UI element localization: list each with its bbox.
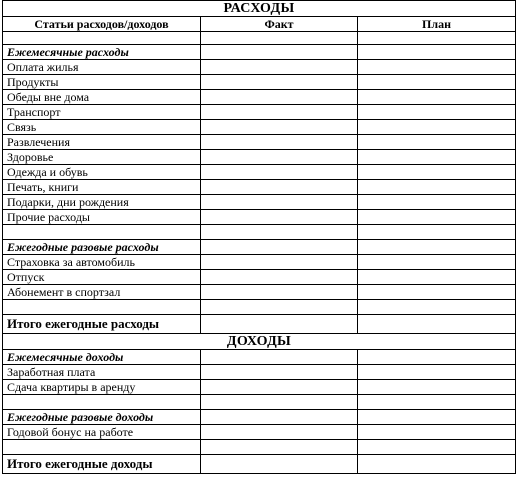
- fact-cell[interactable]: [201, 455, 358, 474]
- plan-cell[interactable]: [358, 150, 516, 165]
- table-row: [3, 255, 516, 270]
- fact-cell[interactable]: [201, 32, 358, 45]
- plan-cell[interactable]: [358, 210, 516, 225]
- table-row: [3, 105, 516, 120]
- plan-cell[interactable]: [358, 440, 516, 455]
- table-row: [3, 75, 516, 90]
- row-label: Прочие расходы: [3, 210, 201, 225]
- blank-cell: [3, 300, 201, 315]
- row-label: Продукты: [3, 75, 201, 90]
- fact-cell[interactable]: [201, 150, 358, 165]
- table-row: [3, 60, 516, 75]
- plan-cell[interactable]: [358, 75, 516, 90]
- table-row: [3, 135, 516, 150]
- row-label: Связь: [3, 120, 201, 135]
- budget-sheet: [2, 0, 515, 490]
- fact-cell[interactable]: [201, 380, 358, 395]
- row-label: Транспорт: [3, 105, 201, 120]
- row-label: Оплата жилья: [3, 60, 201, 75]
- fact-cell[interactable]: [201, 75, 358, 90]
- plan-cell[interactable]: [358, 350, 516, 365]
- income-title: ДОХОДЫ: [3, 334, 516, 350]
- section-label: Ежемесячные доходы: [3, 350, 201, 365]
- plan-cell[interactable]: [358, 270, 516, 285]
- plan-cell[interactable]: [358, 45, 516, 60]
- fact-cell[interactable]: [201, 285, 358, 300]
- plan-cell[interactable]: [358, 255, 516, 270]
- plan-cell[interactable]: [358, 315, 516, 334]
- column-header-item: Статьи расходов/доходов: [3, 17, 201, 32]
- blank-cell: [3, 225, 201, 240]
- table-row: [3, 425, 516, 440]
- row-label: Отпуск: [3, 270, 201, 285]
- total-yearly-income-row: [3, 455, 516, 474]
- table-row: [3, 285, 516, 300]
- plan-cell[interactable]: [358, 90, 516, 105]
- plan-cell[interactable]: [358, 410, 516, 425]
- fact-cell[interactable]: [201, 195, 358, 210]
- section-yearly-expenses: [3, 240, 516, 255]
- fact-cell[interactable]: [201, 425, 358, 440]
- plan-cell[interactable]: [358, 32, 516, 45]
- blank-cell: [3, 32, 201, 45]
- fact-cell[interactable]: [201, 270, 358, 285]
- plan-cell[interactable]: [358, 135, 516, 150]
- row-label: Страховка за автомобиль: [3, 255, 201, 270]
- column-header-fact: Факт: [201, 17, 358, 32]
- blank-row: [3, 300, 516, 315]
- fact-cell[interactable]: [201, 300, 358, 315]
- income-title-row: [3, 334, 516, 350]
- plan-cell[interactable]: [358, 165, 516, 180]
- fact-cell[interactable]: [201, 210, 358, 225]
- fact-cell[interactable]: [201, 105, 358, 120]
- plan-cell[interactable]: [358, 365, 516, 380]
- fact-cell[interactable]: [201, 255, 358, 270]
- row-label: Развлечения: [3, 135, 201, 150]
- fact-cell[interactable]: [201, 240, 358, 255]
- fact-cell[interactable]: [201, 225, 358, 240]
- table-row: [3, 90, 516, 105]
- plan-cell[interactable]: [358, 225, 516, 240]
- column-header-plan: План: [358, 17, 516, 32]
- fact-cell[interactable]: [201, 410, 358, 425]
- row-label: Заработная плата: [3, 365, 201, 380]
- section-monthly-expenses: [3, 45, 516, 60]
- fact-cell[interactable]: [201, 90, 358, 105]
- expenses-title-row: [3, 1, 516, 17]
- plan-cell[interactable]: [358, 120, 516, 135]
- table-row: [3, 180, 516, 195]
- total-yearly-expenses-row: [3, 315, 516, 334]
- row-label: Здоровье: [3, 150, 201, 165]
- plan-cell[interactable]: [358, 60, 516, 75]
- fact-cell[interactable]: [201, 165, 358, 180]
- fact-cell[interactable]: [201, 60, 358, 75]
- blank-cell: [3, 395, 201, 410]
- row-label: Одежда и обувь: [3, 165, 201, 180]
- blank-row: [3, 32, 516, 45]
- section-yearly-income: [3, 410, 516, 425]
- plan-cell[interactable]: [358, 455, 516, 474]
- row-label: Годовой бонус на работе: [3, 425, 201, 440]
- table-row: [3, 120, 516, 135]
- section-label: Ежегодные разовые доходы: [3, 410, 201, 425]
- fact-cell[interactable]: [201, 180, 358, 195]
- row-label: Подарки, дни рождения: [3, 195, 201, 210]
- plan-cell[interactable]: [358, 180, 516, 195]
- fact-cell[interactable]: [201, 315, 358, 334]
- fact-cell[interactable]: [201, 120, 358, 135]
- table-row: [3, 210, 516, 225]
- total-label: Итого ежегодные расходы: [3, 315, 201, 334]
- blank-row: [3, 395, 516, 410]
- section-label: Ежемесячные расходы: [3, 45, 201, 60]
- plan-cell[interactable]: [358, 395, 516, 410]
- section-monthly-income: [3, 350, 516, 365]
- fact-cell[interactable]: [201, 440, 358, 455]
- blank-row: [3, 440, 516, 455]
- fact-cell[interactable]: [201, 365, 358, 380]
- fact-cell[interactable]: [201, 135, 358, 150]
- plan-cell[interactable]: [358, 105, 516, 120]
- table-row: [3, 195, 516, 210]
- table-row: [3, 365, 516, 380]
- fact-cell[interactable]: [201, 45, 358, 60]
- table-row: [3, 380, 516, 395]
- row-label: Обеды вне дома: [3, 90, 201, 105]
- expenses-title: РАСХОДЫ: [3, 1, 516, 17]
- plan-cell[interactable]: [358, 380, 516, 395]
- section-label: Ежегодные разовые расходы: [3, 240, 201, 255]
- fact-cell[interactable]: [201, 395, 358, 410]
- total-label: Итого ежегодные доходы: [3, 455, 201, 474]
- table-row: [3, 150, 516, 165]
- fact-cell[interactable]: [201, 350, 358, 365]
- column-header-row: [3, 17, 516, 32]
- plan-cell[interactable]: [358, 240, 516, 255]
- table-row: [3, 270, 516, 285]
- budget-table: [2, 0, 516, 474]
- row-label: Печать, книги: [3, 180, 201, 195]
- table-row: [3, 165, 516, 180]
- blank-cell: [3, 440, 201, 455]
- plan-cell[interactable]: [358, 425, 516, 440]
- plan-cell[interactable]: [358, 195, 516, 210]
- plan-cell[interactable]: [358, 300, 516, 315]
- row-label: Абонемент в спортзал: [3, 285, 201, 300]
- row-label: Сдача квартиры в аренду: [3, 380, 201, 395]
- blank-row: [3, 225, 516, 240]
- plan-cell[interactable]: [358, 285, 516, 300]
